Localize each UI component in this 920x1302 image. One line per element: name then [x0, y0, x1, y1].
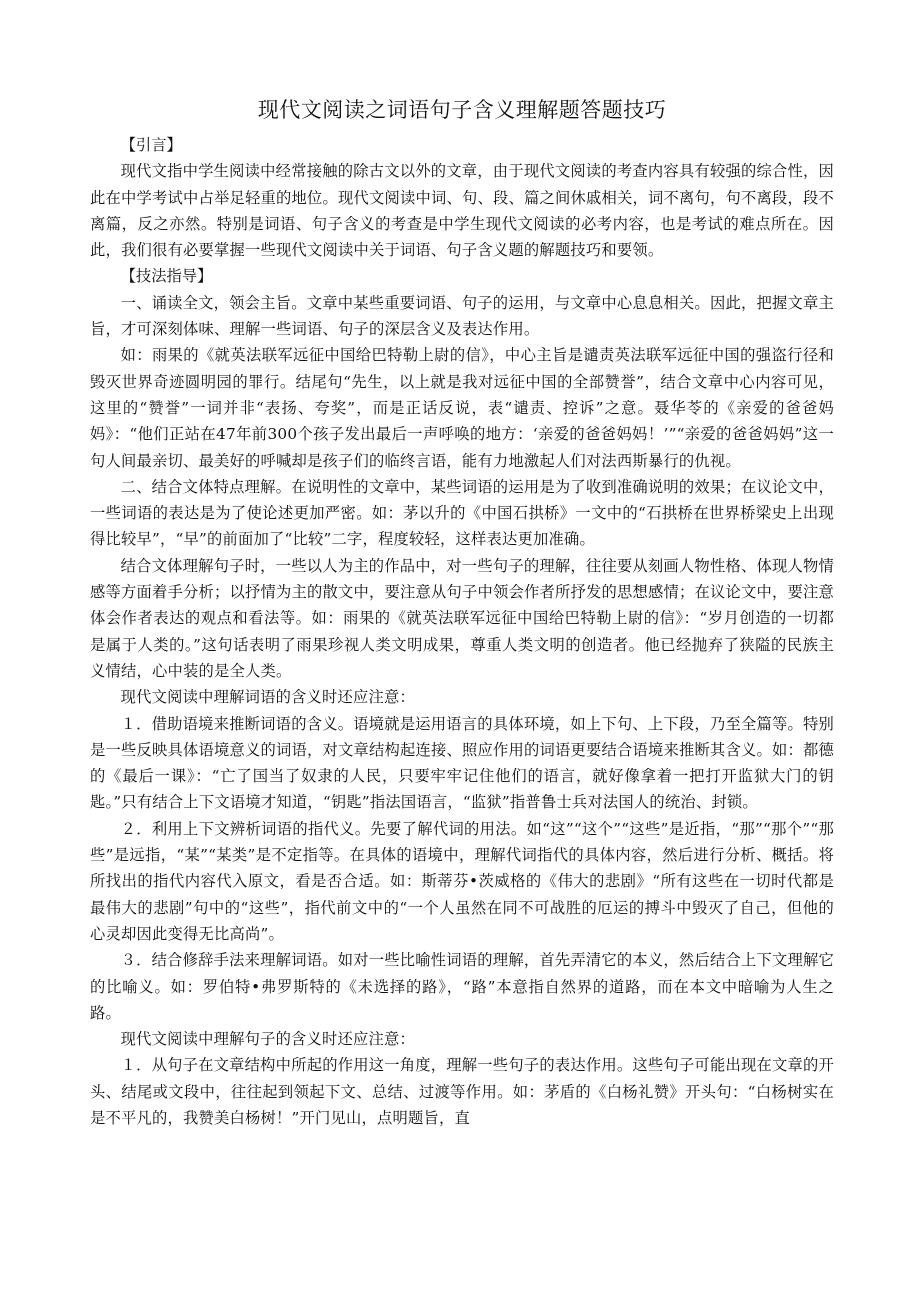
section-heading-intro: 【引言】: [120, 136, 182, 154]
paragraph-intro: 现代文指中学生阅读中经常接触的除古文以外的文章，由于现代文阅读的考查内容具有较强的综合性，因此在中学考试中占举足轻重的地位。现代文阅读中词、句、段、篇之间休戚相关，词不离句，句不离段，段不离篇，反之亦然。特别是词语、句子含义的考查是中学生现代文阅读的必考内容，也是考试的难点所在。因此，我们很有必要掌握一些现代文阅读中关于词语、句子含义题的解题技巧和要领。: [90, 162, 834, 260]
paragraph-3: 二、结合文体特点理解。在说明性的文章中，某些词语的运用是为了收到准确说明的效果；在议论文中，一些词语的表达是为了使论述更加严密。如：茅以升的《中国石拱桥》一文中的“石拱桥在世界桥梁史上出现得比较早”，“早”的前面加了“比较”二字，程度较轻，这样表达更加准确。: [90, 477, 834, 549]
paragraph-8: ３．结合修辞手法来理解词语。如对一些比喻性词语的理解，首先弄清它的本义，然后结合上下文理解它的比喻义。如：罗伯特•弗罗斯特的《未选择的路》，“路”本意指自然界的道路，而在本文中暗喻为人生之路。: [90, 951, 834, 1022]
paragraph-7: ２．利用上下文辨析词语的指代义。先要了解代词的用法。如“这”“这个”“这些”是近指，“那”“那个”“那些”是远指，“某”“某类”是不定指等。在具体的语境中，理解代词指代的具体内容，然后进行分析、概括。将所找出的指代内容代入原文，看是否合适。如：斯蒂芬•茨威格的《伟大的悲剧》“所有这些在一切时代都是最伟大的悲剧”句中的“这些”，指代前文中的“一个人虽然在同不可战胜的厄运的搏斗中毁灭了自己，但他的心灵却因此变得无比高尚”。: [90, 819, 834, 943]
section-heading-guide: 【技法指导】: [120, 267, 213, 286]
document-title: 现代文阅读之词语句子含义理解题答题技巧: [257, 98, 667, 122]
paragraph-6: １．借助语境来推断词语的含义。语境就是运用语言的具体环境，如上下句、上下段，乃至全篇等。特别是一些反映具体语境意义的词语，对文章结构起连接、照应作用的词语更要结合语境来推断其含义。如：都德的《最后一课》：“亡了国当了奴隶的人民，只要牢牢记住他们的语言，就好像拿着一把打开监狱大门的钥匙。”只有结合上下文语境才知道，“钥匙”指法国语言，“监狱”指普鲁士兵对法国人的统治、封锁。: [90, 714, 834, 812]
paragraph-5: 现代文阅读中理解词语的含义时还应注意：: [120, 688, 416, 707]
paragraph-9: 现代文阅读中理解句子的含义时还应注意：: [120, 1030, 416, 1049]
paragraph-4: 结合文体理解句子时，一些以人为主的作品中，对一些句子的理解，往往要从刻画人物性格、体现人物情感等方面着手分析；以抒情为主的散文中，要注意从句子中领会作者所抒发的思想感情；在议论文中，要注意体会作者表达的观点和看法等。如：雨果的《就英法联军远征中国给巴特勒上尉的信》：“岁月创造的一切都是属于人类的。”这句话表明了雨果珍视人类文明成果，尊重人类文明的创造者。他已经抛弃了狭隘的民族主义情结，心中装的是全人类。: [90, 556, 834, 680]
paragraph-1: 一、诵读全文，领会主旨。文章中某些重要词语、句子的运用，与文章中心息息相关。因此，把握文章主旨，才可深刻体味、理解一些词语、句子的深层含义及表达作用。: [90, 293, 834, 339]
paragraph-10: １．从句子在文章结构中所起的作用这一角度，理解一些句子的表达作用。这些句子可能出现在文章的开头、结尾或文段中，往往起到领起下文、总结、过渡等作用。如：茅盾的《白杨礼赞》开头句：“白杨树实在是不平凡的，我赞美白杨树！”开门见山，点明题旨，直: [90, 1056, 834, 1127]
paragraph-2: 如：雨果的《就英法联军远征中国给巴特勒上尉的信》，中心主旨是谴责英法联军远征中国的强盗行径和毁灭世界奇迹圆明园的罪行。结尾句“先生，以上就是我对远征中国的全部赞誉”，结合文章中心内容可见，这里的“赞誉”一词并非“表扬、夸奖”，而是正话反说，表“谴责、控诉”之意。聂华苓的《亲爱的爸爸妈妈》：“他们正站在47年前300个孩子发出最后一声呼唤的地方：‘亲爱的爸爸妈妈！’”“亲爱的爸爸妈妈”这一句人间最亲切、最美好的呼喊却是孩子们的临终言语，能有力地激起人们对法西斯暴行的仇视。: [90, 346, 834, 470]
document-page: [90, 90, 834, 1131]
